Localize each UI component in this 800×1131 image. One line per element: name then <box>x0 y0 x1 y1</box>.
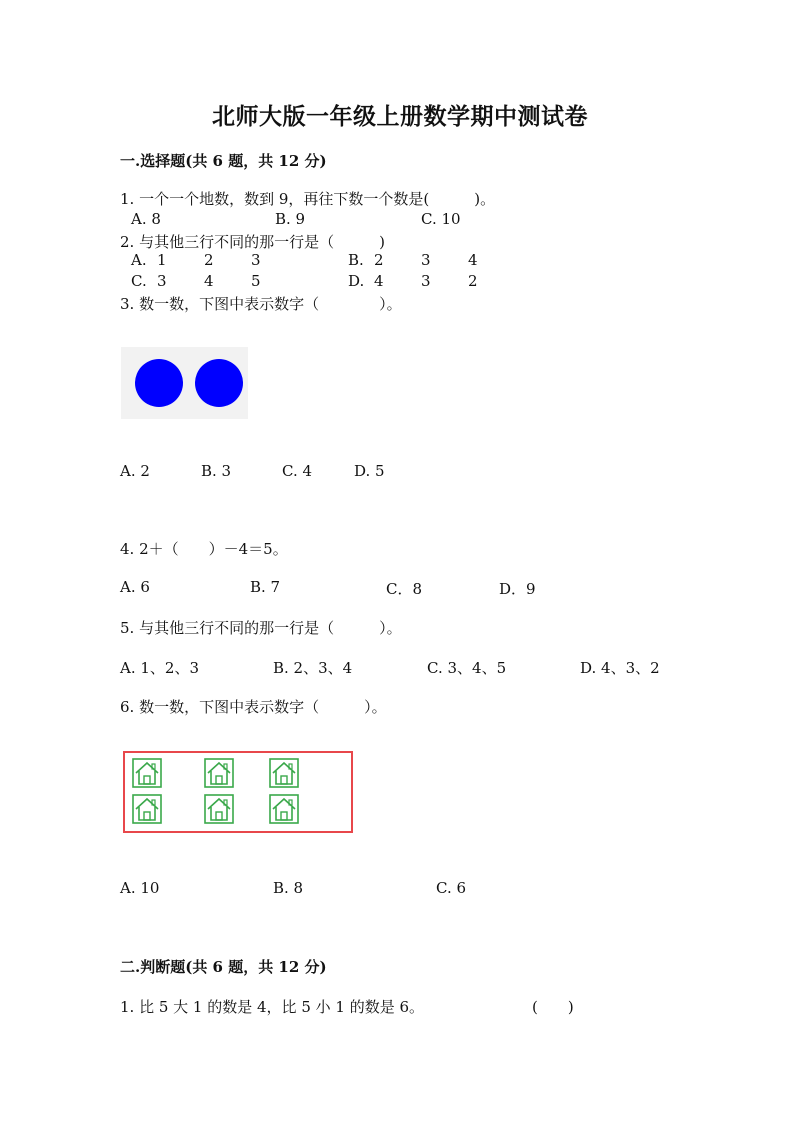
question-5-option-b: B. 2、3、4 <box>273 659 353 677</box>
question-2-option-b-value: 3 <box>421 251 431 269</box>
question-2-option-d-value: 4 <box>374 272 384 290</box>
question-2-option-a-value: 2 <box>204 251 214 269</box>
question-6-option-b: B. 8 <box>273 879 304 897</box>
question-4-option-c: C．8 <box>386 580 423 598</box>
house-icon <box>132 794 162 824</box>
question-3-text: 3. 数一数，下图中表示数字（ ）。 <box>120 295 402 313</box>
question-3-option-a: A. 2 <box>120 462 150 480</box>
question-2-option-a-label: A. <box>131 251 147 269</box>
question-4-text: 4. 2＋（ ）－4＝5。 <box>120 540 288 558</box>
judgement-1-text: 1. 比 5 大 1 的数是 4，比 5 小 1 的数是 6。 <box>120 998 425 1016</box>
question-6-text: 6. 数一数，下图中表示数字（ ）。 <box>120 698 387 716</box>
section-heading-judgement: 二.判断题(共 6 题，共 12 分) <box>120 958 327 976</box>
question-5-option-c: C. 3、4、5 <box>427 659 507 677</box>
question-2-text: 2. 与其他三行不同的那一行是（ ) <box>120 233 385 251</box>
question-5-option-a: A. 1、2、3 <box>120 659 199 677</box>
blue-circle <box>135 359 183 407</box>
section-heading-choice: 一.选择题(共 6 题，共 12 分) <box>120 152 327 170</box>
judgement-1-answer-bracket: ( ) <box>532 998 574 1016</box>
question-4-option-d: D．9 <box>499 580 536 598</box>
question-2-option-c-value: 5 <box>251 272 261 290</box>
question-2-option-d-value: 3 <box>421 272 431 290</box>
question-6-option-a: A. 10 <box>120 879 160 897</box>
question-2-option-b-value: 2 <box>374 251 384 269</box>
question-2-option-c-value: 3 <box>157 272 167 290</box>
question-2-option-a-value: 3 <box>251 251 261 269</box>
question-2-option-d-value: 2 <box>468 272 478 290</box>
question-1-option-c: C. 10 <box>421 210 461 228</box>
page-title: 北师大版一年级上册数学期中测试卷 <box>212 103 588 130</box>
question-2-option-c-value: 4 <box>204 272 214 290</box>
house-icon <box>269 794 299 824</box>
question-3-figure <box>121 347 248 419</box>
blue-circle <box>195 359 243 407</box>
question-5-option-d: D. 4、3、2 <box>580 659 660 677</box>
question-3-option-b: B. 3 <box>201 462 232 480</box>
question-6-figure <box>123 751 353 833</box>
question-6-option-c: C. 6 <box>436 879 467 897</box>
question-2-option-b-value: 4 <box>468 251 478 269</box>
question-1-text: 1. 一个一个地数，数到 9，再往下数一个数是( )。 <box>120 190 496 208</box>
question-3-option-d: D. 5 <box>354 462 385 480</box>
question-3-option-c: C. 4 <box>282 462 313 480</box>
question-2-option-d-label: D. <box>348 272 365 290</box>
question-2-option-a-value: 1 <box>157 251 167 269</box>
house-icon <box>269 758 299 788</box>
question-4-option-a: A. 6 <box>120 578 150 596</box>
question-1-option-a: A. 8 <box>131 210 161 228</box>
question-4-option-b: B. 7 <box>250 578 281 596</box>
house-icon <box>204 794 234 824</box>
question-1-option-b: B. 9 <box>275 210 306 228</box>
house-icon <box>204 758 234 788</box>
question-2-option-b-label: B. <box>348 251 364 269</box>
question-5-text: 5. 与其他三行不同的那一行是（ ）。 <box>120 619 402 637</box>
house-icon <box>132 758 162 788</box>
question-2-option-c-label: C. <box>131 272 147 290</box>
